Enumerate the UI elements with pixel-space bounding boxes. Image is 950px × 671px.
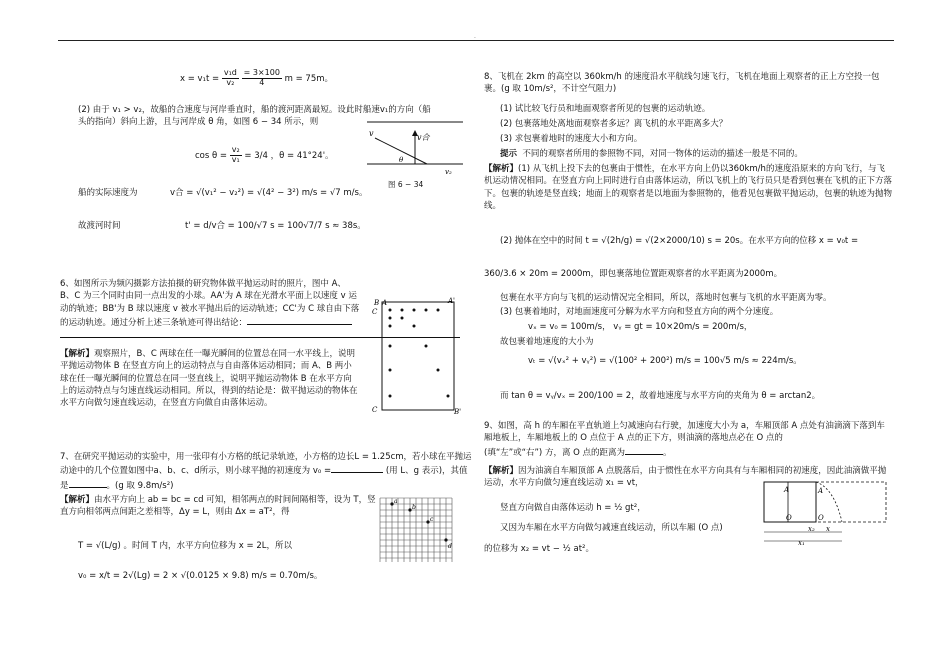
svg-text:a: a [394, 498, 398, 505]
eq-time: t' = d/v合 = 100/√7 s = 100√7/7 s ≈ 38s。 [185, 221, 366, 231]
flash-photo-figure [372, 296, 464, 418]
q9-step1: 竖直方向做自由落体运动 h = ½ gt²， [500, 503, 646, 513]
figure-caption: 图 6 − 34 [388, 180, 424, 189]
svg-text:x₁: x₁ [798, 539, 805, 546]
svg-text:v合: v合 [417, 133, 430, 142]
svg-text:c: c [430, 516, 434, 523]
q8-step3d: vₜ = √(vₓ² + vᵧ²) = √(100² + 200²) m/s = 100√5 m/s ≈ 224m/s。 [528, 356, 802, 366]
answer-blank-q7b[interactable] [69, 478, 107, 488]
q8-step2b: 360/3.6 × 20m = 2000m，即包裹落地位置距观察者的水平距离为2000m。 [484, 269, 783, 279]
answer-blank-q6[interactable] [247, 315, 352, 325]
question-8: 8、飞机在 2km 的高空以 360km/h 的速度沿水平航线匀速飞行，飞机在地面上观察者的正上方空投一包裹。(g 取 10m/s²，不计空气阻力) [484, 72, 880, 95]
question-9: 9、如图，高 h 的车厢在平直轨道上匀减速向右行驶，加速度大小为 a，车厢顶部 A 点处有油滴滴下落到车厢地板上，车厢地板上的 O 点位于 A 点的正下方，则油滴的落地点必在 O 点的 (填“左”或“右”) 方，离 O 点的距离为 。 [484, 421, 885, 458]
q8-step2a: (2) 抛体在空中的时间 t = √(2h/g) = √(2×2000/10) s = 20s。在水平方向的位移 x = v₀t = [500, 236, 859, 246]
svg-text:A': A' [448, 297, 455, 305]
q9-step2: 又因为车厢在水平方向做匀减速直线运动，所以车厢 (O 点) [500, 523, 723, 533]
q9-step3: 的位移为 x₂ = vt − ½ at²。 [484, 544, 594, 554]
eq-period: T = √(L/g) 。时间 T 内，水平方向位移为 x = 2L，所以 [78, 541, 292, 551]
eq-x-distance: x = v₁t = $\frac{\text{v₁d}}{\text{v₂}}$ $\frac{= 3\times 100}{4}$ m = 75m。 [180, 68, 334, 87]
svg-text:B': B' [454, 408, 462, 416]
svg-text:θ: θ [399, 156, 404, 164]
time-label: 故渡河时间 [78, 221, 121, 231]
svg-text:v: v [369, 129, 374, 138]
svg-text:x₂: x₂ [808, 525, 815, 533]
q8-step3: (3) 包裹着地时，对地面速度可分解为水平方向和竖直方向的两个分速度。 [500, 307, 779, 317]
q8-analysis: 【解析】(1) 从飞机上投下去的包裹由于惯性，在水平方向上仍以360km/h的速度沿原来的方向飞行，与飞机运动情况相同。在竖直方向上同时进行自由落体运动，所以飞机上的飞行员只是看到包裹在飞机的正下方落下。包裹的轨迹是竖直线；地面上的观察者是以地面为参照物的，他看见包裹做平抛运动，包裹的轨迹为抛物线。 [484, 164, 893, 211]
q8-hint: 提示 不同的观察者所用的参照物不同，对同一物体的运动的描述一般是不同的。 [500, 149, 803, 159]
eq-initial-velocity: v₀ = x/t = 2√(Lg) = 2 × √(0.0125 × 9.8) m/s = 0.70m/s。 [78, 571, 323, 581]
q8-step3c: 故包裹着地速度的大小为 [500, 337, 594, 347]
eq-cos-theta: cos θ = $\frac{\text{v₂}}{\text{v₁}}$ = 3/4 ，θ = 41°24'。 [195, 145, 334, 164]
part2-intro: (2) 由于 v₁ > v₂，故船的合速度与河岸垂直时，船的渡河距离最短。设此时船速v₁的方向（船 头的指向）斜向上游，且与河岸成 θ 角，如图 6 − 34 所示，则 [78, 105, 431, 128]
figure-6-34 [365, 118, 465, 188]
svg-text:C: C [372, 406, 378, 414]
svg-text:d: d [448, 543, 452, 550]
answer-blank-q9[interactable] [625, 445, 663, 455]
svg-text:O: O [786, 514, 792, 522]
svg-text:B: B [374, 299, 380, 307]
grid-figure [378, 496, 458, 564]
svg-text:A: A [382, 299, 388, 307]
svg-text:v₂: v₂ [445, 168, 452, 176]
q7-analysis: 【解析】由水平方向上 ab = bc = cd 可知，相邻两点的时间间隔相等，设为 T，竖直方向相邻两点间距之差相等，Δy = L，则由 Δx = aT²，得 [60, 495, 376, 518]
svg-text:A: A [818, 487, 824, 495]
q8-part2: (2) 包裹落地处离地面观察者多远？离飞机的水平距离多大？ [500, 119, 728, 129]
q6-analysis: 【解析】观察照片，B、C 两球在任一曝光瞬间的位置总在同一水平线上，说明平抛运动物体 B 在竖直方向上的运动特点与自由落体运动相同；而 A、B 两小球在任一曝光瞬间的位置总在同一竖直线上，说明平抛运动物体 B 在水平方向上的运动特点与匀速直线运动相同。所以，得到的结论是：做平抛运动的物体在水平方向做匀速直线运动，在竖直方向做自由落体运动。 [60, 349, 358, 409]
question-6: 6、如图所示为频闪摄影方法拍摄的研究物体做平抛运动时的照片，图中 A、B、C 为三个同时由同一点出发的小球。AA'为 A 球在光滑水平面上以速度 v 运动的轨迹；BB'为 B 球以速度 v 被水平抛出后的运动轨迹；CC'为 C 球自由下落的运动轨迹。通过分析上述三条轨迹可得出结论： [60, 279, 360, 328]
header-dot: . [474, 33, 476, 40]
q8-part1: (1) 试比较飞行员和地面观察者所见的包裹的运动轨迹。 [500, 104, 711, 114]
q8-step2c: 包裹在水平方向与飞机的运动情况完全相同，所以，落地时包裹与飞机的水平距离为零。 [500, 293, 832, 303]
question-7: 7、在研究平抛运动的实验中，用一张印有小方格的纸记录轨迹，小方格的边长L = 1.25cm，若小球在平抛运动途中的几个位置如图中a、b、c、d所示，则小球平抛的初速度为 v₀ = (用 L、g 表示)，其值是 。(g 取 9.8m/s²) [60, 452, 472, 491]
svg-text:A: A [784, 486, 790, 494]
real-speed-label: 船的实际速度为 [78, 188, 138, 198]
carriage-figure [762, 478, 890, 546]
q8-step3b: vₓ = v₀ = 100m/s， vᵧ = gt = 10×20m/s = 200m/s， [528, 322, 753, 332]
header-rule [58, 40, 894, 41]
q8-step3e: 而 tan θ = vᵧ/vₓ = 200/100 = 2，故着地速度与水平方向的夹角为 θ = arctan2。 [500, 391, 821, 401]
q9-analysis: 【解析】因为油滴自车厢顶部 A 点脱落后，由于惯性在水平方向具有与车厢相同的初速度，因此油滴做平抛运动，水平方向做匀速直线运动 x₁ = vt， [484, 466, 887, 489]
eq-real-speed: v合 = √(v₁² − v₂²) = √(4² − 3²) m/s = √7 m/s。 [170, 188, 368, 198]
svg-text:x: x [826, 525, 830, 533]
svg-text:b: b [412, 504, 416, 511]
q8-part3: (3) 求包裹着地时的速度大小和方向。 [500, 134, 643, 144]
answer-blank-q7a[interactable] [331, 463, 383, 473]
svg-text:C: C [372, 308, 378, 316]
svg-text:O: O [818, 514, 824, 522]
